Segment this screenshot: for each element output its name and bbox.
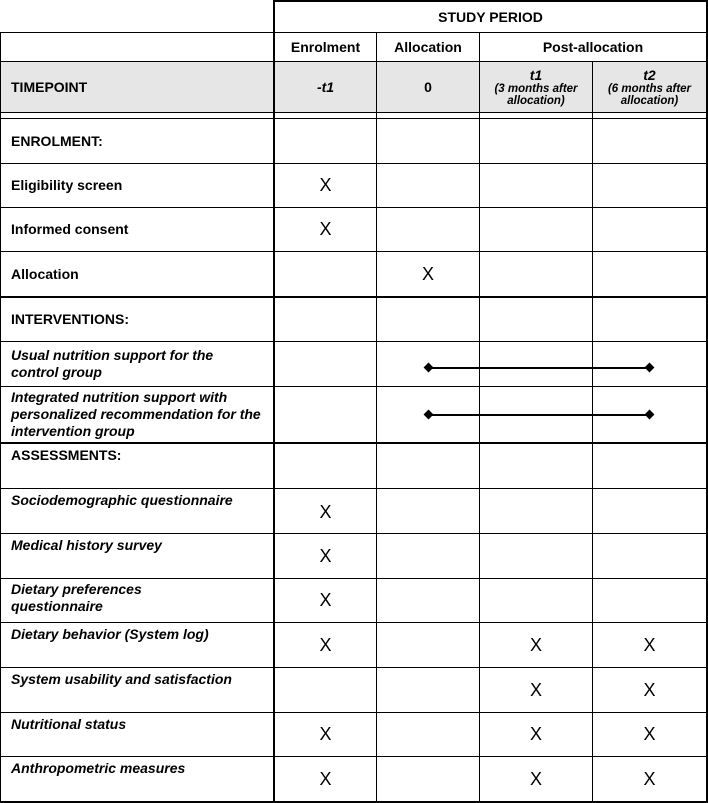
row-usual-label: Usual nutrition support for the control group xyxy=(11,347,214,380)
mark-nutritional-t1: X xyxy=(529,723,542,744)
mark-eligibility-enrolment: X xyxy=(319,175,332,195)
duration-line-integrated xyxy=(428,414,650,416)
mark-usability-t2: X xyxy=(643,679,656,700)
duration-start-integrated xyxy=(424,410,434,420)
mark-consent-enrolment: X xyxy=(319,219,332,239)
t2-label: t2 xyxy=(643,66,656,83)
row-usability-label: System usability and satisfaction xyxy=(11,670,232,687)
section-assessments: ASSESSMENTS: xyxy=(11,446,122,463)
study-period-header: STUDY PERIOD xyxy=(438,9,543,25)
mark-anthropometric-enrolment: X xyxy=(319,768,332,789)
mark-nutritional-enrolment: X xyxy=(319,723,332,744)
t1-label: t1 xyxy=(529,66,543,83)
timepoint-enrolment: -t1 xyxy=(275,62,376,112)
row-integrated-label: Integrated nutrition support with personalized recommendation for the intervention group xyxy=(11,389,261,439)
timepoint-allocation: 0 xyxy=(377,62,479,112)
mark-socio-enrolment: X xyxy=(319,501,332,522)
row-anthropometric-label: Anthropometric measures xyxy=(11,759,186,776)
grid-line xyxy=(376,32,377,803)
row-socio-label: Sociodemographic questionnaire xyxy=(11,491,233,508)
grid-line xyxy=(273,0,275,803)
grid-line xyxy=(0,112,708,113)
mark-dietary-beh-enrolment: X xyxy=(319,634,332,655)
section-interventions: INTERVENTIONS: xyxy=(11,311,129,327)
row-nutritional-label: Nutritional status xyxy=(11,715,127,732)
t1-note: (3 months after allocation) xyxy=(494,82,578,107)
row-consent-label: Informed consent xyxy=(11,221,129,237)
row-medical-label: Medical history survey xyxy=(11,536,162,553)
mark-dietary-beh-t2: X xyxy=(643,634,656,655)
duration-end-integrated xyxy=(645,410,655,420)
section-enrolment: ENROLMENT: xyxy=(11,132,103,149)
mark-anthropometric-t1: X xyxy=(529,768,542,789)
timepoint-t2 xyxy=(593,62,706,112)
mark-dietary-beh-t1: X xyxy=(529,634,542,655)
mark-nutritional-t2: X xyxy=(643,723,656,744)
row-eligibility-label: Eligibility screen xyxy=(11,177,123,193)
mark-usability-t1: X xyxy=(529,679,542,700)
duration-end-usual xyxy=(645,363,655,373)
post-allocation-header: Post-allocation xyxy=(542,39,644,55)
mark-dietary-pref-enrolment: X xyxy=(319,589,332,610)
row-dietary-beh-label: Dietary behavior (System log) xyxy=(11,625,209,642)
mark-anthropometric-t2: X xyxy=(643,768,656,789)
t2-note: (6 months after allocation) xyxy=(607,82,692,107)
mark-allocation-allocation: X xyxy=(421,263,434,284)
duration-line-usual xyxy=(428,367,650,369)
timepoint-t1 xyxy=(480,62,592,112)
mark-medical-enrolment: X xyxy=(319,545,332,566)
enrolment-header: Enrolment xyxy=(290,39,361,55)
allocation-header: Allocation xyxy=(394,39,462,55)
timepoint-label: TIMEPOINT xyxy=(1,62,273,112)
duration-start-usual xyxy=(424,363,434,373)
row-allocation-label: Allocation xyxy=(11,265,79,282)
row-dietary-pref-label: Dietary preferences questionnaire xyxy=(11,581,142,614)
